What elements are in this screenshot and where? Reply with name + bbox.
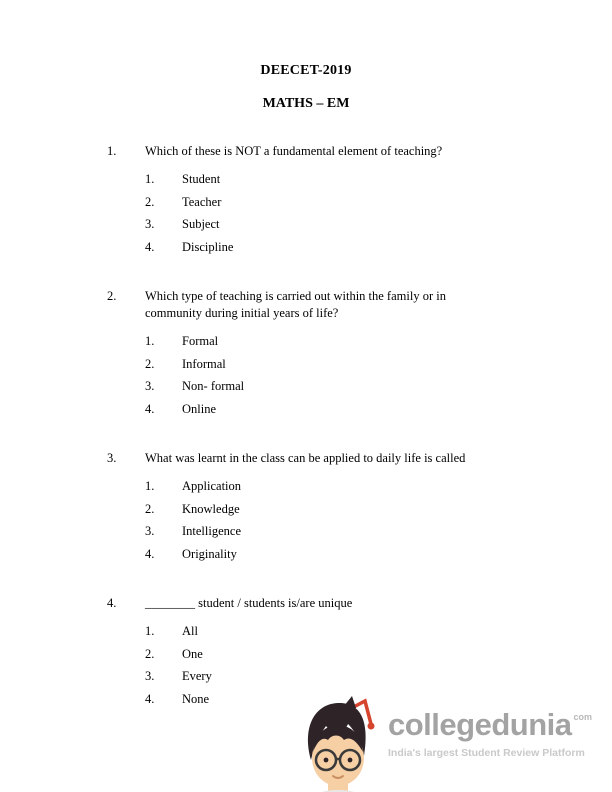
- option-label: Subject: [182, 217, 220, 231]
- option-row: [145, 330, 490, 353]
- option-number: 1.: [145, 334, 155, 348]
- options-list: [145, 475, 465, 565]
- question-body: [145, 595, 352, 710]
- options-list: [145, 168, 442, 258]
- option-number: 2.: [145, 646, 155, 661]
- option-label: Non- formal: [182, 379, 245, 393]
- option-row: [145, 520, 465, 543]
- collegedunia-branding: [298, 696, 592, 792]
- option-label: Informal: [182, 356, 226, 371]
- question: [107, 288, 562, 420]
- logo-column: [388, 707, 592, 781]
- option-number: 2.: [145, 501, 155, 516]
- question-number: 4.: [107, 596, 117, 610]
- option-row: [145, 398, 490, 421]
- page-header: [0, 0, 612, 112]
- question-text: Which type of teaching is carried out within the family or in community during initial years of life?: [145, 289, 446, 320]
- option-number: 3.: [145, 524, 155, 538]
- mascot-icon: [298, 696, 378, 792]
- option-row: [145, 643, 352, 666]
- option-number: 1.: [145, 172, 155, 186]
- option-label: None: [182, 691, 210, 706]
- option-label: All: [182, 624, 198, 638]
- option-number: 4.: [145, 691, 155, 706]
- option-number: 3.: [145, 379, 155, 393]
- option-label: Online: [182, 401, 217, 416]
- option-row: [145, 191, 442, 214]
- option-number: 3.: [145, 217, 155, 231]
- question-body: [145, 143, 442, 258]
- option-label: Discipline: [182, 239, 234, 254]
- option-label: Teacher: [182, 194, 222, 209]
- logo-tagline: India's largest Student Review Platform: [388, 747, 585, 759]
- option-number: 3.: [145, 669, 155, 683]
- option-number: 4.: [145, 239, 155, 254]
- option-row: [145, 498, 465, 521]
- option-label: Application: [182, 479, 242, 493]
- questions-list: [0, 143, 612, 710]
- option-number: 1.: [145, 479, 155, 493]
- logo-text: collegedunia: [388, 707, 572, 742]
- option-label: Formal: [182, 334, 219, 348]
- option-row: [145, 543, 465, 566]
- option-label: One: [182, 646, 203, 661]
- question: [107, 450, 562, 565]
- option-row: [145, 665, 352, 688]
- question-body: [145, 288, 490, 420]
- question-number: 2.: [107, 289, 117, 303]
- option-number: 4.: [145, 401, 155, 416]
- options-list: [145, 330, 490, 420]
- question-body: [145, 450, 465, 565]
- logo-tld: com: [573, 712, 592, 722]
- page-title: DEECET-2019: [260, 63, 352, 78]
- question-text: What was learnt in the class can be applied to daily life is called: [145, 451, 466, 465]
- option-number: 2.: [145, 356, 155, 371]
- option-row: [145, 168, 442, 191]
- option-label: Student: [182, 172, 221, 186]
- option-row: [145, 213, 442, 236]
- logo-row: [388, 707, 592, 743]
- option-label: Knowledge: [182, 501, 240, 516]
- option-label: Intelligence: [182, 524, 241, 538]
- option-row: [145, 475, 465, 498]
- option-row: [145, 236, 442, 259]
- question-number: 3.: [107, 451, 117, 465]
- question-text: Which of these is NOT a fundamental element of teaching?: [145, 144, 443, 158]
- option-label: Originality: [182, 546, 237, 561]
- option-row: [145, 353, 490, 376]
- question: [107, 595, 562, 710]
- option-number: 2.: [145, 194, 155, 209]
- option-number: 1.: [145, 624, 155, 638]
- option-label: Every: [182, 669, 212, 683]
- question-text: ________ student / students is/are unique: [145, 596, 353, 610]
- question: [107, 143, 562, 258]
- question-number: 1.: [107, 144, 117, 158]
- page-subtitle: MATHS – EM: [262, 96, 350, 111]
- option-row: [145, 620, 352, 643]
- option-row: [145, 375, 490, 398]
- option-number: 4.: [145, 546, 155, 561]
